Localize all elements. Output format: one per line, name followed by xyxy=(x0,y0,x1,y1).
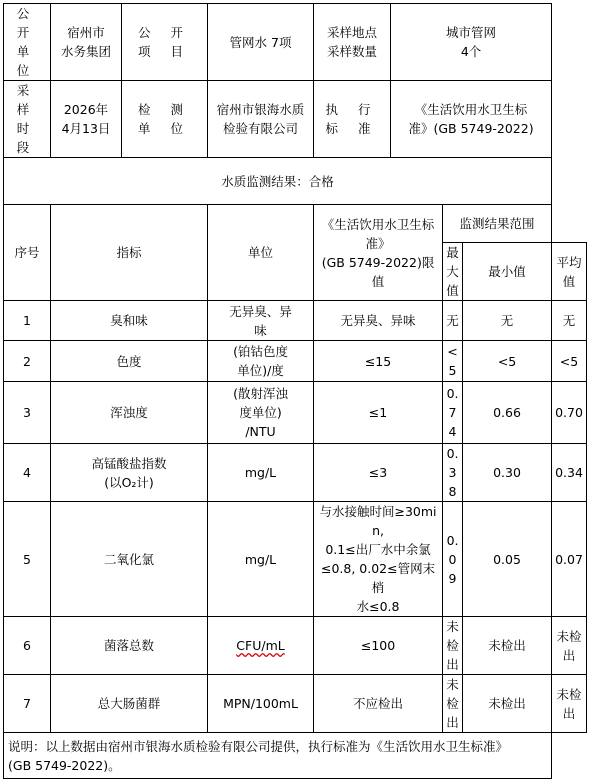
row-min: 0.05 xyxy=(463,502,552,617)
publisher-label: 公 开 单 位 xyxy=(4,4,51,81)
footnote: 说明：以上数据由宿州市银海水质检验有限公司提供，执行标准为《生活饮用水卫生标准》 (GB 5749-2022)。 xyxy=(4,733,552,779)
table-row xyxy=(4,341,587,382)
note-row xyxy=(4,733,587,779)
header-row-2 xyxy=(4,81,587,158)
row-max: 0.74 xyxy=(443,382,463,444)
row-unit: mg/L xyxy=(208,444,314,502)
row-max: 0.09 xyxy=(443,502,463,617)
row-limit: ≤1 xyxy=(314,382,443,444)
row-min: 未检出 xyxy=(463,675,552,733)
header-row-1 xyxy=(4,4,587,81)
row-index: 4 xyxy=(4,444,51,502)
row-unit: (铂钴色度 单位)/度 xyxy=(208,341,314,382)
row-unit: CFU/mL xyxy=(208,617,314,675)
row-min: 0.66 xyxy=(463,382,552,444)
standard-value: 《生活饮用水卫生标 准》(GB 5749-2022) xyxy=(391,81,552,158)
row-unit: MPN/100mL xyxy=(208,675,314,733)
row-avg: 未检出 xyxy=(552,675,587,733)
row-unit: 无异臭、异 味 xyxy=(208,301,314,341)
row-avg: 0.07 xyxy=(552,502,587,617)
col-avg: 平均值 xyxy=(552,243,587,301)
row-avg: 未检出 xyxy=(552,617,587,675)
row-min: 0.30 xyxy=(463,444,552,502)
table-row xyxy=(4,382,587,444)
row-limit: ≤100 xyxy=(314,617,443,675)
water-quality-table xyxy=(3,3,587,779)
result-title: 水质监测结果：合格 xyxy=(4,158,552,205)
testing-unit-label: 检 测 单 位 xyxy=(122,81,208,158)
col-min: 最小值 xyxy=(463,243,552,301)
row-index: 1 xyxy=(4,301,51,341)
row-indicator: 浑浊度 xyxy=(51,382,208,444)
row-index: 3 xyxy=(4,382,51,444)
row-max: 未检出 xyxy=(443,675,463,733)
row-limit: 不应检出 xyxy=(314,675,443,733)
testing-unit-value: 宿州市银海水质 检验有限公司 xyxy=(208,81,314,158)
col-limit: 《生活饮用水卫生标准》 (GB 5749-2022)限值 xyxy=(314,205,443,301)
row-index: 5 xyxy=(4,502,51,617)
row-indicator: 菌落总数 xyxy=(51,617,208,675)
table-row xyxy=(4,675,587,733)
row-max: 无 xyxy=(443,301,463,341)
row-avg: 0.34 xyxy=(552,444,587,502)
row-index: 2 xyxy=(4,341,51,382)
row-limit: ≤3 xyxy=(314,444,443,502)
result-title-row xyxy=(4,158,587,205)
project-value: 管网水 7项 xyxy=(208,4,314,81)
publisher-value: 宿州市 水务集团 xyxy=(51,4,122,81)
col-range: 监测结果范围 xyxy=(443,205,552,243)
row-unit: mg/L xyxy=(208,502,314,617)
project-label: 公 开 项 目 xyxy=(122,4,208,81)
row-min: 无 xyxy=(463,301,552,341)
sampling-period-value: 2026年 4月13日 xyxy=(51,81,122,158)
standard-label: 执 行 标 准 xyxy=(314,81,391,158)
table-row xyxy=(4,301,587,341)
row-index: 6 xyxy=(4,617,51,675)
row-avg: <5 xyxy=(552,341,587,382)
row-unit: (散射浑浊 度单位) /NTU xyxy=(208,382,314,444)
row-avg: 无 xyxy=(552,301,587,341)
row-avg: 0.70 xyxy=(552,382,587,444)
sampling-period-label: 采 样 时 段 xyxy=(4,81,51,158)
table-row xyxy=(4,502,587,617)
row-max: <5 xyxy=(443,341,463,382)
row-min: 未检出 xyxy=(463,617,552,675)
row-indicator: 二氧化氯 xyxy=(51,502,208,617)
row-indicator: 臭和味 xyxy=(51,301,208,341)
row-limit: 与水接触时间≥30min, 0.1≤出厂水中余氯 ≤0.8, 0.02≤管网末梢 水≤0.8 xyxy=(314,502,443,617)
col-unit: 单位 xyxy=(208,205,314,301)
column-header-row-1 xyxy=(4,205,587,243)
table-row xyxy=(4,444,587,502)
row-min: <5 xyxy=(463,341,552,382)
sampling-site-value: 城市管网 4个 xyxy=(391,4,552,81)
table-row xyxy=(4,617,587,675)
row-max: 未检出 xyxy=(443,617,463,675)
row-max: 0.38 xyxy=(443,444,463,502)
row-limit: 无异臭、异味 xyxy=(314,301,443,341)
col-indicator: 指标 xyxy=(51,205,208,301)
row-indicator: 高锰酸盐指数 (以O₂计) xyxy=(51,444,208,502)
row-limit: ≤15 xyxy=(314,341,443,382)
row-indicator: 总大肠菌群 xyxy=(51,675,208,733)
col-max: 最大值 xyxy=(443,243,463,301)
col-index: 序号 xyxy=(4,205,51,301)
sampling-site-label: 采样地点 采样数量 xyxy=(314,4,391,81)
row-indicator: 色度 xyxy=(51,341,208,382)
row-index: 7 xyxy=(4,675,51,733)
